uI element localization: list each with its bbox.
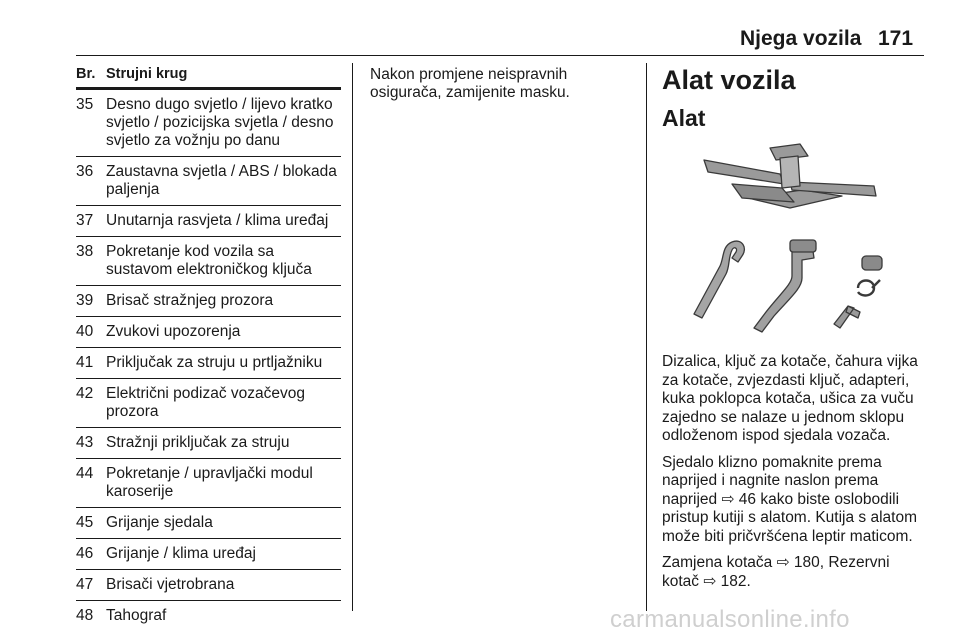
row-number: 37 [76, 212, 94, 229]
table-row [76, 601, 341, 631]
row-text: Stražnji priključak za struju [106, 434, 290, 451]
table-row [76, 508, 341, 539]
header-rule [76, 55, 924, 56]
row-number: 38 [76, 243, 94, 260]
row-number: 44 [76, 465, 94, 482]
vehicle-tools-figure [662, 138, 926, 343]
text-fragment: . [746, 572, 751, 590]
table-row [76, 428, 341, 459]
row-number: 42 [76, 385, 94, 402]
column-number-header: Br. [76, 66, 96, 82]
fuse-table [76, 66, 341, 631]
row-number: 43 [76, 434, 94, 451]
row-text: Zaustavna svjetla / ABS / blokada paljenja [106, 163, 337, 198]
table-row [76, 459, 341, 508]
row-number: 48 [76, 607, 94, 624]
header-title: Njega vozila [740, 27, 862, 50]
text-fragment: Zamjena kotača [662, 554, 777, 571]
jack-arm-left [704, 160, 784, 184]
row-number: 45 [76, 514, 94, 531]
table-row [76, 90, 341, 157]
star-wrench [834, 306, 860, 328]
row-number: 36 [76, 163, 94, 180]
row-number: 47 [76, 576, 94, 593]
table-header [76, 66, 341, 90]
page-ref-link[interactable]: 46 [738, 490, 757, 508]
row-number: 39 [76, 292, 94, 309]
text-fragment: , Rezervni kotač [662, 554, 890, 590]
table-row [76, 286, 341, 317]
page-ref-arrow-icon: ⇨ [721, 490, 739, 508]
wheel-wrench [754, 244, 814, 332]
row-number: 41 [76, 354, 94, 371]
column-circuit-header: Strujni krug [106, 66, 188, 82]
page-ref-link[interactable]: 180 [793, 554, 820, 571]
row-text: Priključak za struju u prtljažniku [106, 354, 323, 371]
row-text: Pokretanje kod vozila sa sustavom elektroničkog ključa [106, 243, 312, 278]
wheel-bolt-socket [862, 256, 882, 270]
row-text: Tahograf [106, 607, 167, 624]
tools-section [662, 64, 930, 599]
wrench-socket [790, 240, 816, 252]
page-ref-arrow-icon: ⇨ [703, 572, 721, 590]
text-fragment: Sjedalo klizno pomaknite prema naprijed i nagnite naslon prema naprijed [662, 453, 882, 508]
table-row [76, 206, 341, 237]
paragraph-references [662, 554, 930, 591]
section-heading: Alat vozila [662, 65, 796, 95]
row-text: Grijanje / klima uređaj [106, 545, 256, 562]
row-text: Brisač stražnjeg prozora [106, 292, 274, 309]
row-text: Zvukovi upozorenja [106, 323, 241, 340]
table-row [76, 570, 341, 601]
table-row [76, 317, 341, 348]
row-text: Grijanje sjedala [106, 514, 213, 531]
page-number: 171 [878, 27, 914, 50]
table-row [76, 157, 341, 206]
row-number: 35 [76, 96, 94, 113]
text-fragment: kako biste oslobodili pristup kutiji s alatom. Kutija s alatom može biti pričvršćena leptir maticom. [662, 490, 917, 545]
row-number: 46 [76, 545, 94, 562]
paragraph-tools-location: Dizalica, ključ za kotače, čahura vijka za kotače, zvjezdasti ključ, adapteri, kuka poklopca kotača, ušica za vuču zajedno se nalaze u jednom sklopu odloženom ispod sjedala vozača. [662, 353, 918, 444]
jack-screw [780, 156, 800, 188]
column-2-text: Nakon promjene neispravnih osigurača, zamijenite masku. [370, 66, 570, 101]
table-row [76, 379, 341, 428]
table-row [76, 237, 341, 286]
table-row [76, 539, 341, 570]
paragraph-seat-instructions [662, 454, 930, 547]
towing-eye [858, 280, 880, 295]
row-text: Brisači vjetrobrana [106, 576, 235, 593]
row-text: Električni podizač vozačevog prozora [106, 385, 306, 420]
page-ref-link[interactable]: 182 [720, 572, 747, 590]
row-number: 40 [76, 323, 94, 340]
section-subheading: Alat [662, 105, 706, 131]
column-separator [352, 63, 353, 611]
wheel-cover-hook [694, 241, 744, 318]
column-separator [646, 63, 647, 611]
row-text: Pokretanje / upravljački modul karoserije [106, 465, 313, 500]
watermark: carmanualsonline.info [610, 606, 850, 633]
page-ref-arrow-icon: ⇨ [776, 554, 794, 571]
row-text: Desno dugo svjetlo / lijevo kratko svjetlo / pozicijska svjetla / desno svjetlo za vožnju po danu [106, 96, 334, 149]
row-text: Unutarnja rasvjeta / klima uređaj [106, 212, 329, 229]
table-row [76, 348, 341, 379]
